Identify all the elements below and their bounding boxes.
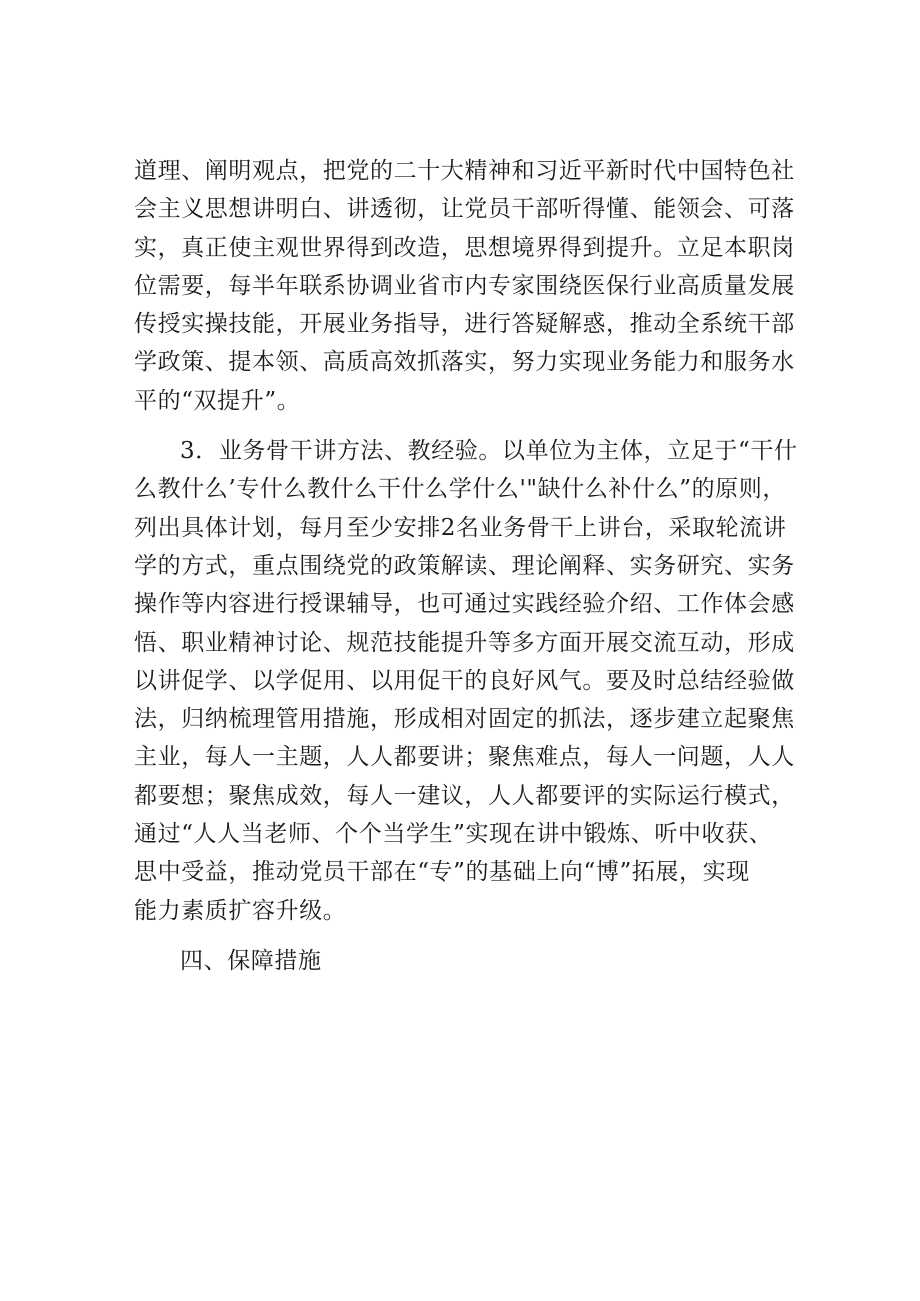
paragraph-line: 平的“双提升”。 xyxy=(134,387,301,414)
paragraph-line: 位需要，每半年联系协调业省市内专家围绕医保行业高质量发展 xyxy=(134,272,795,299)
paragraph-line: 操作等内容进行授课辅导，也可通过实践经验介绍、工作体会感 xyxy=(134,591,795,618)
paragraph-line: 么教什么’专什么教什么干什么学什么'"缺什么补什么”的原则， xyxy=(134,476,786,503)
paragraph-line: 学的方式，重点围绕党的政策解读、理论阐释、实务研究、实务 xyxy=(134,552,795,579)
section-heading: 四、保障措施 xyxy=(180,947,322,974)
paragraph-line: 能力素质扩容升级。 xyxy=(134,897,347,924)
paragraph-line: 通过“人人当老师、个个当学生”实现在讲中锻炼、听中收获、 xyxy=(134,821,773,848)
paragraph-line: 列出具体计划，每月至少安排2名业务骨干上讲台，采取轮流讲 xyxy=(134,514,787,541)
paragraph-line: 思中受益，推动党员干部在“专”的基础上向“博”拓展，实现 xyxy=(134,859,750,886)
paragraph-line: 以讲促学、以学促用、以用促干的良好风气。要及时总结经验做 xyxy=(134,667,795,694)
paragraph-line: 学政策、提本领、高质高效抓落实，努力实现业务能力和服务水 xyxy=(134,349,795,376)
paragraph-line: 道理、阐明观点，把党的二十大精神和习近平新时代中国特色社 xyxy=(134,158,795,184)
paragraph-line: 传授实操技能，开展业务指导，进行答疑解惑，推动全系统干部 xyxy=(134,311,795,338)
paragraph-line: 主业，每人一主题，人人都要讲；聚焦难点，每人一问题，人人 xyxy=(134,744,795,771)
paragraph-line: 3．业务骨干讲方法、教经验。以单位为主体，立足于“干什 xyxy=(180,438,798,465)
paragraph-line: 会主义思想讲明白、讲透彻，让党员干部听得懂、能领会、可落 xyxy=(134,196,795,223)
paragraph-line: 实，真正使主观世界得到改造，思想境界得到提升。立足本职岗 xyxy=(134,234,795,261)
paragraph-line: 都要想；聚焦成效，每人一建议，人人都要评的实际运行模式， xyxy=(134,782,795,809)
paragraph-line: 悟、职业精神讨论、规范技能提升等多方面开展交流互动，形成 xyxy=(134,629,795,656)
paragraph-2 xyxy=(134,432,798,930)
document-body xyxy=(134,152,798,980)
paragraph-1 xyxy=(134,152,795,420)
paragraph-line: 法，归纳梳理管用措施，形成相对固定的抓法，逐步建立起聚焦 xyxy=(134,706,795,733)
